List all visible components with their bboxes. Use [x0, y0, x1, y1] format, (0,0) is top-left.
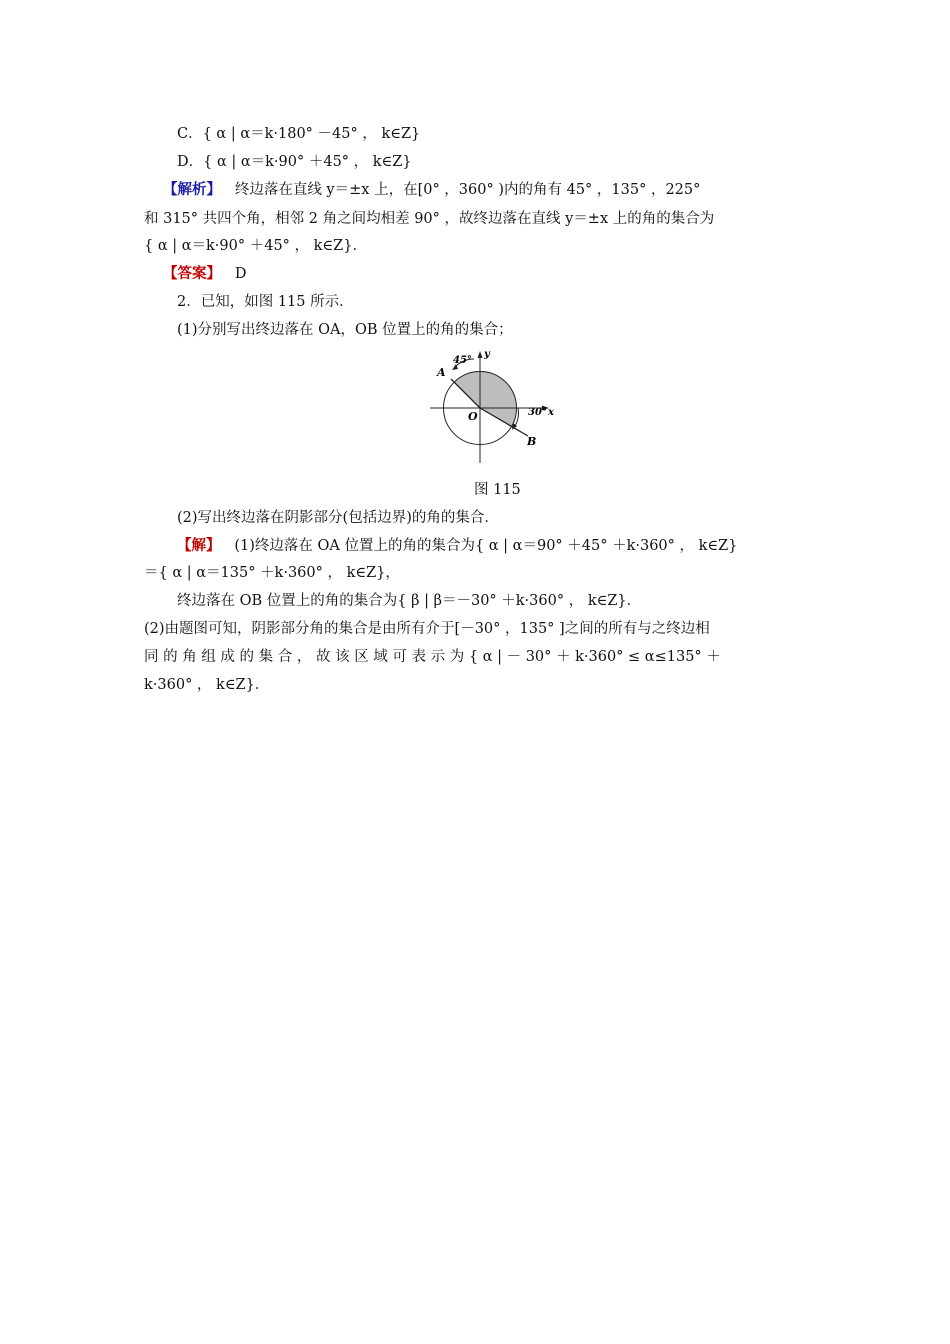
question-2-part-1: (1)分别写出终边落在 OA，OB 位置上的角的集合； [177, 322, 513, 338]
solution-line-1 [177, 536, 737, 556]
answer-tag: 【答案】 [163, 265, 221, 282]
analysis-line-1 [163, 180, 700, 200]
solution-line-6: k·360° ， k∈Z}． [144, 677, 270, 693]
option-d: D．{ α | α＝k·90° ＋45° ， k∈Z} [177, 154, 412, 170]
solution-line-5: 同 的 角 组 成 的 集 合 ， 故 该 区 域 可 表 示 为 { α | － 30° ＋ k·360° ≤ α≤135° ＋ [144, 649, 721, 665]
answer-line [163, 264, 246, 284]
label-45: 45° [453, 355, 472, 366]
solution-line-2: ＝{ α | α＝135° ＋k·360° ， k∈Z}， [144, 565, 400, 581]
question-2-intro: 2．已知，如图 115 所示． [177, 294, 354, 310]
label-o: O [468, 410, 478, 423]
label-a: A [437, 366, 446, 379]
label-b: B [527, 435, 537, 448]
shaded-sector [454, 372, 516, 427]
solution-line-4: (2)由题图可知，阴影部分角的集合是由所有介于[－30° ，135° ]之间的所有与之终边相 [144, 621, 710, 637]
analysis-text-1: 终边落在直线 y＝±x 上，在[0° ，360° )内的角有 45° ，135° ，225° [234, 182, 701, 198]
analysis-line-3: { α | α＝k·90° ＋45° ， k∈Z}． [144, 238, 367, 254]
figure-caption: 图 115 [474, 482, 521, 498]
y-axis-arrow [478, 351, 483, 358]
analysis-line-2: 和 315° 共四个角，相邻 2 角之间均相差 90° ，故终边落在直线 y＝±x 上的角的集合为 [144, 211, 715, 227]
label-y: y [484, 349, 490, 360]
solution-tag: 【解】 [177, 537, 221, 554]
analysis-tag: 【解析】 [163, 181, 221, 198]
option-c: C．{ α | α＝k·180° －45° ， k∈Z} [177, 126, 421, 142]
solution-text-1: (1)终边落在 OA 位置上的角的集合为{ α | α＝90° ＋45° ＋k·360° ， k∈Z} [234, 538, 738, 554]
label-x: x [548, 407, 554, 418]
solution-line-3: 终边落在 OB 位置上的角的集合为{ β | β＝－30° ＋k·360° ， k∈Z}． [177, 593, 642, 609]
figure-115 [425, 345, 565, 465]
question-2-part-2: (2)写出终边落在阴影部分(包括边界)的角的集合． [177, 510, 499, 526]
label-30: 30° [528, 407, 547, 418]
answer-value: D [234, 266, 247, 282]
